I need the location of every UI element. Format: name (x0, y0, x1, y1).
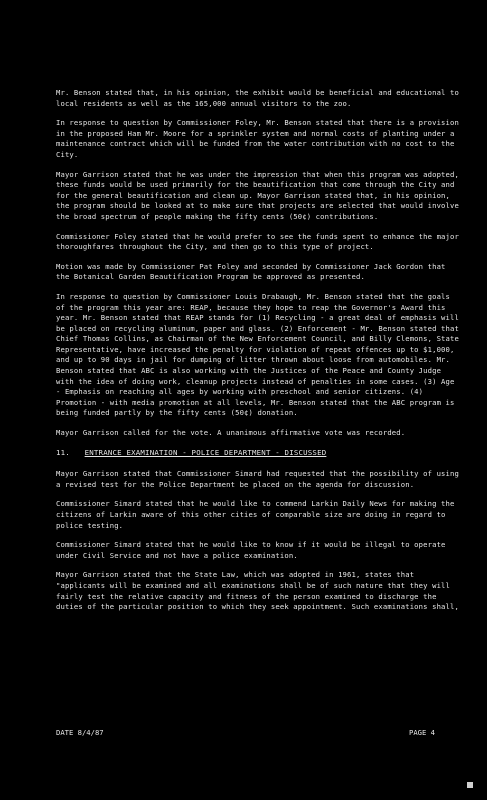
page-footer (56, 728, 435, 737)
paragraph: Mayor Garrison stated that he was under the impression that when this program was adopted, these funds would be used primarily for the beautification that come through the City and for the general beautification and clean up. Mayor Garrison stated that, in his opinion, the program should be looked at to make sure that projects are selected that would involve the broad spectrum of people making the fifty cents (50¢) contributions. (56, 169, 459, 221)
paragraph: In response to question by Commissioner Foley, Mr. Benson stated that there is a provision in the proposed Ham Mr. Moore for a sprinkler system and normal costs of planting under a maintenance contract which will be funded from the water contribution with no cost to the City. (56, 118, 459, 159)
paragraph: Mr. Benson stated that, in his opinion, the exhibit would be beneficial and educational to local residents as well as the 165,000 annual visitors to the zoo. (56, 88, 459, 108)
paragraph: Mayor Garrison stated that Commissioner Simard had requested that the possibility of using a revised test for the Police Department be placed on the agenda for discussion. (56, 469, 459, 489)
paragraph: Commissioner Simard stated that he would like to commend Larkin Daily News for making the citizens of Larkin aware of this other cities of comparable size are doing in regard to police testing. (56, 499, 455, 530)
paragraph: Mayor Garrison stated that the State Law, which was adopted in 1961, states that "applicants will be examined and all examinations shall be of such nature that they will fairly test the relative capacity and fitness of the person examined to discharge the duties of the particular position to which they seek appointment. Such examinations shall, (56, 570, 459, 612)
section-title: ENTRANCE EXAMINATION - POLICE DEPARTMENT - DISCUSSED (84, 447, 327, 457)
footer-date: DATE 8/4/87 (56, 728, 104, 737)
section-number: 11. (56, 447, 70, 457)
scan-artifact (467, 782, 473, 788)
paragraph: Motion was made by Commissioner Pat Foley and seconded by Commissioner Jack Gordon that the Botanical Garden Beautification Program be approved as presented. (56, 261, 446, 282)
paragraph: Commissioner Foley stated that he would prefer to see the funds spent to enhance the major thoroughfares throughout the City, and then go to this type of project. (56, 231, 459, 252)
paragraph: Commissioner Simard stated that he would like to know if it would be illegal to operate under Civil Service and not have a police examination. (56, 540, 446, 560)
body-text (56, 88, 459, 613)
section-heading (56, 448, 459, 459)
paragraph: In response to question by Commissioner Louis Drabaugh, Mr. Benson stated that the goals of the program this year are: REAP, because they hope to reap the Governor's Award this year. Mr. Benson stated that REAP stands for (1) Recycling - a great deal of emphasis will be placed on recycling aluminum, paper and glass. (2) Enforcement - Mr. Benson stated that Chief Thomas Collins, as Chairman of the New Enforcement Council, and Billy Clemons, State Representative, have increased the penalty for violation of repeat offences up to $1,000, and up to 90 days in jail for dumping of litter thrown about loose from automobiles. Mr. Benson stated that ABC is also working with the Justices of the Peace and County Judge with the idea of doing work, cleanup projects instead of penalties in some cases. (3) Age - Emphasis on reaching all ages by working with preschool and senior citizens. (4) Promotion - with media promotion at all levels, Mr. Benson stated that the ABC program is being funded partly by the fifty cents (50¢) donation. (56, 291, 459, 418)
footer-page-number: PAGE 4 (409, 728, 435, 737)
paragraph: Mayor Garrison called for the vote. A unanimous affirmative vote was recorded. (56, 428, 406, 438)
